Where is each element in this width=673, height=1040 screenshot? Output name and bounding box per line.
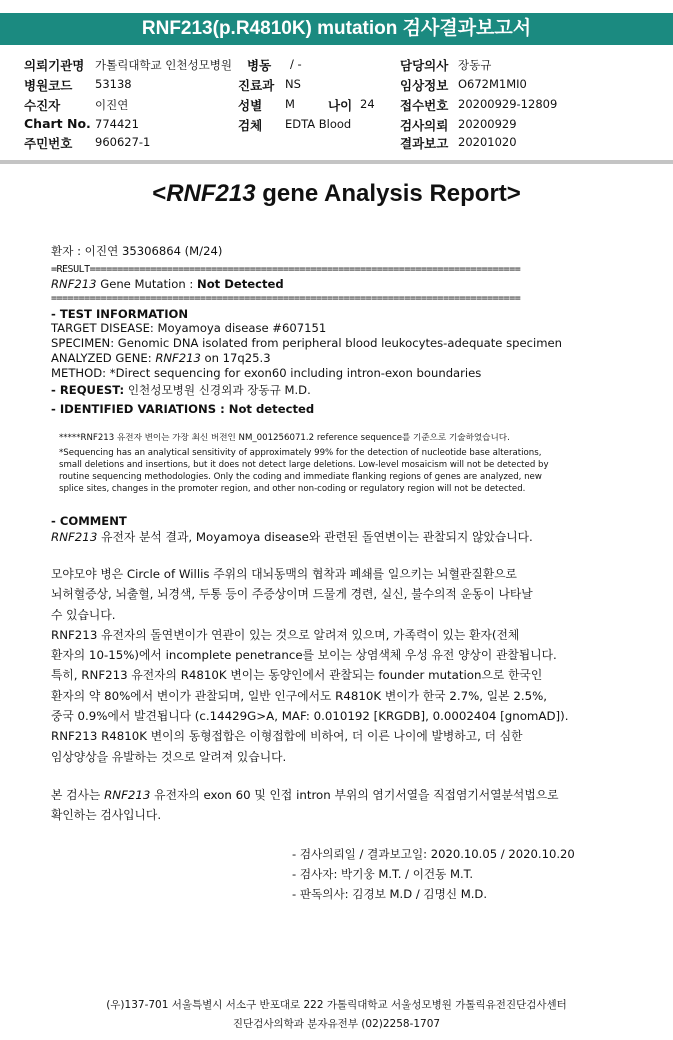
closing-line-2: 확인하는 검사입니다.	[51, 808, 162, 823]
examinee-value: 이진연	[95, 98, 129, 112]
request-heading: - REQUEST:	[51, 383, 125, 397]
request-date-value: 20200929	[458, 117, 517, 131]
specimen-line: SPECIMEN: Genomic DNA isolated from peripheral blood leukocytes-adequate specimen	[51, 336, 563, 350]
analyzed-gene-name: RNF213	[155, 351, 201, 365]
doctor-label: 담당의사	[400, 58, 449, 73]
request-date-label: 검사의뢰	[400, 118, 449, 133]
comment-summary	[51, 530, 533, 545]
title-open: <	[152, 180, 167, 207]
institution-label: 의뢰기관명	[24, 58, 85, 73]
ward-label: 병동	[247, 58, 272, 73]
report-date-value: 20201020	[458, 135, 517, 149]
mutation-result	[51, 277, 284, 292]
paragraph-line: RNF213 유전자의 돌연변이가 연관이 있는 것으로 알려져 있으며, 가족력이 있는 환자(전체	[51, 627, 520, 642]
age-value: 24	[360, 97, 375, 111]
paragraph-line: 임상양상을 유발하는 것으로 알려져 있습니다.	[51, 749, 287, 764]
mutation-gene: RNF213	[51, 277, 97, 291]
comment-paragraph	[51, 564, 596, 767]
closing-gene: RNF213	[104, 788, 151, 802]
chart-label: Chart No.	[24, 116, 91, 131]
hospital-code-label: 병원코드	[24, 78, 73, 93]
paragraph-line: 중국 0.9%에서 발견됩니다 (c.14429G>A, MAF: 0.010192 [KRGDB], 0.0002404 [gnomAD]).	[51, 709, 569, 724]
department-value: NS	[285, 77, 301, 91]
target-disease: TARGET DISEASE: Moyamoya disease #607151	[51, 321, 327, 335]
analyzed-gene-line	[51, 351, 271, 366]
paragraph-line: 뇌허혈증상, 뇌출혈, 뇌경색, 두통 등이 주증상이며 드물게 경련, 실신, 불수의적 운동이 나타날	[51, 587, 533, 602]
closing-line	[51, 785, 596, 805]
signoff-technicians: - 검사자: 박기웅 M.T. / 이건동 M.T.	[292, 867, 474, 881]
note-line: splice sites, changes in the promoter region, and other non-coding or regulatory region will not be detected.	[59, 484, 526, 494]
comment-gene: RNF213	[51, 530, 98, 544]
clinical-value: O672M1MI0	[458, 77, 527, 91]
note-line: *****RNF213 유전자 변이는 가장 최신 버전인 NM_001256071.2 reference sequence를 기준으로 기술하였습니다.	[59, 433, 510, 443]
report-header-title: RNF213(p.R4810K) mutation 검사결과보고서	[0, 13, 673, 45]
result-line: =RESULT==============================================================================	[51, 264, 521, 275]
age-label: 나이	[328, 98, 353, 113]
report-date-label: 결과보고	[400, 136, 449, 151]
test-info-heading: - TEST INFORMATION	[51, 307, 189, 321]
comment-rest: 유전자 분석 결과, Moyamoya disease와 관련된 돌연변이는 관찰되지 않았습니다.	[97, 530, 533, 544]
ward-value: / -	[290, 57, 302, 71]
analyzed-gene-prefix: ANALYZED GENE:	[51, 351, 156, 365]
paragraph-line: 수 있습니다.	[51, 607, 116, 622]
paragraph-line: 모야모야 병은 Circle of Willis 주위의 대뇌동맥의 협착과 폐쇄를 일으키는 뇌혈관질환으로	[51, 567, 517, 581]
title-rest: gene Analysis Report>	[255, 180, 521, 207]
footer-address: (우)137-701 서울특별시 서소구 반포대로 222 가톨릭대학교 서울성모병원 가톨릭유전진단검사센터	[106, 999, 567, 1011]
resident-label: 주민번호	[24, 136, 73, 151]
comment-heading: - COMMENT	[51, 514, 127, 528]
note-line: small deletions and insertions, but it does not detect large deletions. Low-level mosaicism will not be detected by	[59, 460, 549, 470]
chart-value: 774421	[95, 117, 139, 131]
institution-value: 가톨릭대학교 인천성모병원	[95, 58, 232, 72]
paragraph-line: 특히, RNF213 유전자의 R4810K 변이는 동양인에서 관찰되는 founder mutation으로 한국인	[51, 668, 543, 683]
analyzed-gene-suffix: on 17q25.3	[200, 351, 271, 365]
doctor-value: 장동규	[458, 58, 492, 72]
request-value: 인천성모병원 신경외과 장동규 M.D.	[124, 383, 311, 397]
mutation-label: Gene Mutation :	[96, 277, 197, 291]
sex-value: M	[285, 97, 295, 111]
sex-label: 성별	[238, 98, 263, 113]
specimen-value: EDTA Blood	[285, 117, 352, 131]
clinical-label: 임상정보	[400, 78, 449, 93]
paragraph-line: RNF213 R4810K 변이의 동형접합은 이형접합에 비하여, 더 이른 나이에 발병하고, 더 심한	[51, 729, 523, 744]
footer-department: 진단검사의학과 분자유전부 (02)2258-1707	[232, 1018, 441, 1030]
patient-info-panel	[0, 45, 673, 165]
request-line	[51, 383, 311, 398]
receipt-label: 접수번호	[400, 98, 449, 113]
hospital-code-value: 53138	[95, 77, 132, 91]
closing-rest: 유전자의 exon 60 및 인접 intron 부위의 염기서열을 직접염기서열분석법으로	[150, 788, 559, 802]
closing-paragraph	[51, 785, 596, 826]
department-label: 진료과	[238, 78, 275, 93]
paragraph-line: 환자의 약 80%에서 변이가 관찰되며, 일반 인구에서도 R4810K 변이가 한국 2.7%, 일본 2.5%,	[51, 688, 548, 703]
closing-prefix: 본 검사는	[51, 788, 105, 802]
receipt-value: 20200929-12809	[458, 97, 558, 111]
report-title	[0, 180, 673, 208]
paragraph-line: 환자의 10-15%)에서 incomplete penetrance를 보이는 상염색체 우성 유전 양상이 관찰됩니다.	[51, 648, 557, 663]
signoff-dates: - 검사의뢰일 / 결과보고일: 2020.10.05 / 2020.10.20	[292, 847, 575, 861]
specimen-label: 검체	[238, 118, 263, 133]
identified-variations: - IDENTIFIED VARIATIONS : Not detected	[51, 402, 315, 416]
note-line: *Sequencing has an analytical sensitivity of approximately 99% for the detection of nucleotide base alterations,	[59, 448, 542, 458]
section-divider	[0, 160, 673, 164]
patient-line: 환자 : 이진연 35306864 (M/24)	[51, 244, 223, 258]
signoff-physicians: - 판독의사: 김경보 M.D / 김명신 M.D.	[292, 887, 488, 901]
title-gene: RNF213	[166, 180, 256, 207]
method-line: METHOD: *Direct sequencing for exon60 including intron-exon boundaries	[51, 366, 482, 380]
resident-value: 960627-1	[95, 135, 151, 149]
note-line: routine sequencing methodologies. Only the coding and immediate flanking regions of genes are analyzed, new	[59, 472, 542, 482]
mutation-value: Not Detected	[197, 277, 284, 291]
examinee-label: 수진자	[24, 98, 61, 113]
separator-line: =====================================================================================	[51, 293, 521, 304]
